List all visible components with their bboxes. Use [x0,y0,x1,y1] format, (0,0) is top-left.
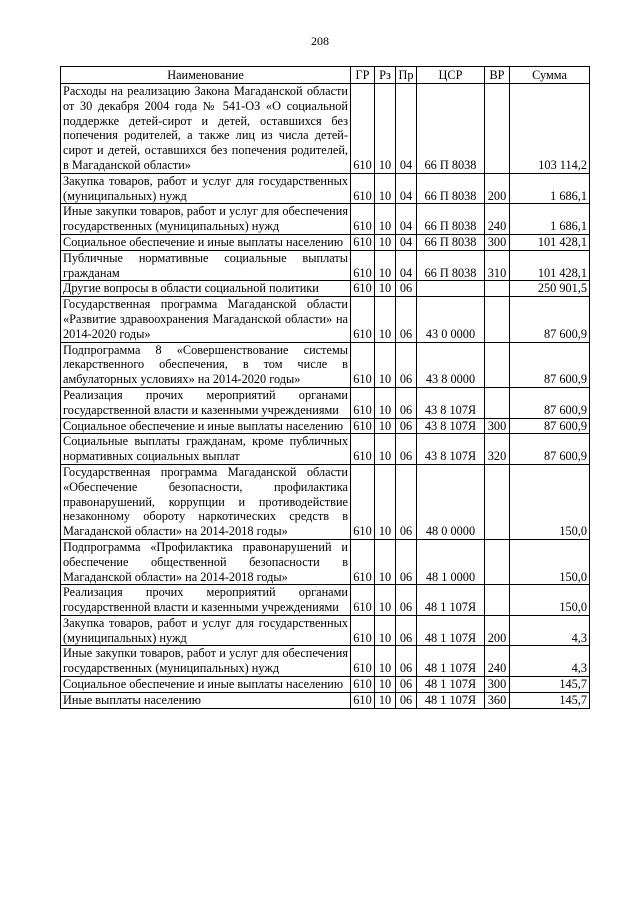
cell-sum: 87 600,9 [510,434,590,465]
cell-vr [485,297,510,342]
cell-csr: 43 0 0000 [417,297,485,342]
table-row [61,692,590,708]
table-row [61,418,590,434]
table-row [61,250,590,281]
cell-gr: 610 [351,387,375,418]
cell-vr: 300 [485,234,510,250]
cell-sum: 87 600,9 [510,418,590,434]
cell-rz: 10 [375,250,396,281]
cell-vr [485,84,510,174]
cell-csr: 48 1 107Я [417,615,485,646]
cell-pr: 04 [396,204,417,235]
cell-rz: 10 [375,615,396,646]
cell-vr: 240 [485,646,510,677]
cell-pr: 06 [396,615,417,646]
cell-sum: 145,7 [510,677,590,693]
cell-sum: 87 600,9 [510,387,590,418]
cell-rz: 10 [375,418,396,434]
cell-pr: 06 [396,539,417,584]
cell-gr: 610 [351,434,375,465]
cell-gr: 610 [351,692,375,708]
cell-vr: 240 [485,204,510,235]
cell-name: Расходы на реализацию Закона Магаданской области от 30 декабря 2004 года № 541-ОЗ «О социальной поддержке детей-сирот и детей, оставшихся без попечения родителей, а также лиц из числа детей-сирот и детей, оставшихся без попечения родителей, в Магаданской области» [61,84,351,174]
cell-gr: 610 [351,539,375,584]
cell-name: Социальное обеспечение и иные выплаты населению [61,418,351,434]
cell-pr: 06 [396,387,417,418]
table-row [61,281,590,297]
cell-csr: 66 П 8038 [417,234,485,250]
cell-gr: 610 [351,281,375,297]
cell-sum: 4,3 [510,646,590,677]
cell-csr: 43 8 0000 [417,342,485,387]
cell-csr: 48 1 107Я [417,646,485,677]
cell-rz: 10 [375,173,396,204]
header-pr: Пр [396,67,417,84]
cell-csr: 43 8 107Я [417,387,485,418]
cell-rz: 10 [375,464,396,539]
cell-csr: 66 П 8038 [417,250,485,281]
cell-vr [485,464,510,539]
cell-rz: 10 [375,204,396,235]
cell-csr: 48 1 107Я [417,585,485,616]
cell-name: Социальное обеспечение и иные выплаты населению [61,677,351,693]
header-sum: Сумма [510,67,590,84]
table-row [61,646,590,677]
cell-pr: 06 [396,677,417,693]
cell-csr: 48 0 0000 [417,464,485,539]
table-row [61,204,590,235]
cell-pr: 06 [396,464,417,539]
cell-pr: 06 [396,418,417,434]
cell-gr: 610 [351,677,375,693]
cell-csr: 48 1 107Я [417,692,485,708]
cell-vr [485,342,510,387]
cell-gr: 610 [351,84,375,174]
cell-csr [417,281,485,297]
cell-sum: 4,3 [510,615,590,646]
cell-name: Социальное обеспечение и иные выплаты населению [61,234,351,250]
cell-pr: 06 [396,692,417,708]
budget-table [60,66,590,709]
cell-gr: 610 [351,418,375,434]
cell-gr: 610 [351,464,375,539]
cell-name: Публичные нормативные социальные выплаты гражданам [61,250,351,281]
header-vr: ВР [485,67,510,84]
cell-csr: 48 1 0000 [417,539,485,584]
cell-sum: 145,7 [510,692,590,708]
table-row [61,585,590,616]
cell-vr [485,585,510,616]
table-row [61,297,590,342]
cell-sum: 250 901,5 [510,281,590,297]
cell-vr: 310 [485,250,510,281]
cell-pr: 04 [396,250,417,281]
cell-rz: 10 [375,387,396,418]
table-row [61,677,590,693]
cell-sum: 87 600,9 [510,342,590,387]
cell-name: Подпрограмма 8 «Совершенствование системы лекарственного обеспечения, в том числе в амбулаторных условиях» на 2014-2020 годы» [61,342,351,387]
cell-pr: 06 [396,646,417,677]
cell-name: Иные закупки товаров, работ и услуг для обеспечения государственных (муниципальных) нужд [61,204,351,235]
cell-gr: 610 [351,297,375,342]
cell-csr: 43 8 107Я [417,434,485,465]
cell-name: Иные закупки товаров, работ и услуг для обеспечения государственных (муниципальных) нужд [61,646,351,677]
table-row [61,387,590,418]
header-name: Наименование [61,67,351,84]
cell-sum: 103 114,2 [510,84,590,174]
cell-name: Другие вопросы в области социальной политики [61,281,351,297]
cell-csr: 66 П 8038 [417,204,485,235]
cell-csr: 66 П 8038 [417,173,485,204]
cell-vr: 200 [485,173,510,204]
cell-rz: 10 [375,646,396,677]
cell-csr: 48 1 107Я [417,677,485,693]
cell-pr: 06 [396,434,417,465]
table-row [61,464,590,539]
table-row [61,84,590,174]
cell-rz: 10 [375,234,396,250]
cell-name: Реализация прочих мероприятий органами государственной власти и казенными учреждениями [61,585,351,616]
cell-name: Подпрограмма «Профилактика правонарушений и обеспечение общественной безопасности в Магаданской области» на 2014-2018 годы» [61,539,351,584]
cell-vr: 320 [485,434,510,465]
cell-sum: 101 428,1 [510,250,590,281]
cell-gr: 610 [351,250,375,281]
cell-rz: 10 [375,677,396,693]
cell-rz: 10 [375,539,396,584]
cell-vr: 360 [485,692,510,708]
cell-rz: 10 [375,84,396,174]
cell-pr: 04 [396,84,417,174]
cell-rz: 10 [375,297,396,342]
cell-gr: 610 [351,342,375,387]
cell-rz: 10 [375,585,396,616]
cell-rz: 10 [375,434,396,465]
table-row [61,615,590,646]
cell-name: Закупка товаров, работ и услуг для государственных (муниципальных) нужд [61,173,351,204]
cell-csr: 43 8 107Я [417,418,485,434]
cell-gr: 610 [351,585,375,616]
header-rz: Рз [375,67,396,84]
cell-gr: 610 [351,173,375,204]
cell-name: Государственная программа Магаданской области «Обеспечение безопасности, профилактика правонарушений, коррупции и противодействие незаконному обороту наркотических средств в Магаданской области» на 2014-2018 годы» [61,464,351,539]
cell-name: Иные выплаты населению [61,692,351,708]
cell-pr: 06 [396,585,417,616]
cell-gr: 610 [351,646,375,677]
cell-vr [485,387,510,418]
cell-rz: 10 [375,342,396,387]
table-row [61,173,590,204]
cell-vr: 300 [485,418,510,434]
header-csr: ЦСР [417,67,485,84]
page-number: 208 [311,34,329,48]
cell-vr: 300 [485,677,510,693]
table-row [61,234,590,250]
cell-name: Государственная программа Магаданской области «Развитие здравоохранения Магаданской области» на 2014-2020 годы» [61,297,351,342]
cell-name: Закупка товаров, работ и услуг для государственных (муниципальных) нужд [61,615,351,646]
cell-rz: 10 [375,281,396,297]
cell-vr [485,539,510,584]
cell-sum: 1 686,1 [510,204,590,235]
cell-pr: 06 [396,281,417,297]
cell-vr: 200 [485,615,510,646]
cell-sum: 150,0 [510,464,590,539]
header-gr: ГР [351,67,375,84]
cell-sum: 87 600,9 [510,297,590,342]
cell-sum: 150,0 [510,539,590,584]
cell-sum: 1 686,1 [510,173,590,204]
header-row [61,67,590,84]
cell-sum: 150,0 [510,585,590,616]
cell-pr: 04 [396,234,417,250]
cell-pr: 06 [396,342,417,387]
cell-pr: 06 [396,297,417,342]
cell-csr: 66 П 8038 [417,84,485,174]
table-row [61,342,590,387]
cell-gr: 610 [351,204,375,235]
cell-gr: 610 [351,615,375,646]
cell-rz: 10 [375,692,396,708]
table-row [61,434,590,465]
table-body [61,84,590,709]
cell-vr [485,281,510,297]
cell-name: Социальные выплаты гражданам, кроме публичных нормативных социальных выплат [61,434,351,465]
cell-sum: 101 428,1 [510,234,590,250]
cell-name: Реализация прочих мероприятий органами государственной власти и казенными учреждениями [61,387,351,418]
table-row [61,539,590,584]
cell-gr: 610 [351,234,375,250]
cell-pr: 04 [396,173,417,204]
